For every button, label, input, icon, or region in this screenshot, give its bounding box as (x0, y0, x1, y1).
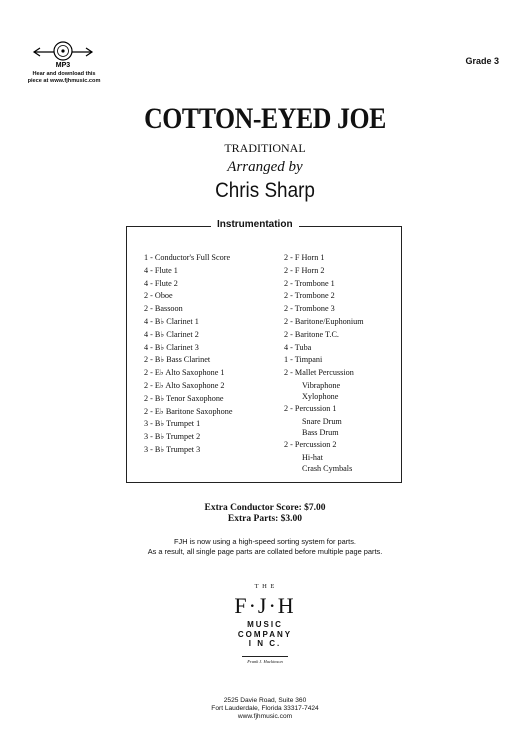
mp3-label: MP3 (55, 62, 71, 68)
logo-company: COMPANY (237, 629, 293, 639)
instrument-item: 1 - Timpani (284, 355, 323, 365)
address-line2: Fort Lauderdale, Florida 33317-7424 (211, 705, 319, 712)
instrument-item: 2 - Baritone T.C. (284, 329, 339, 339)
instrument-item: 2 - F Horn 2 (284, 265, 325, 275)
instrumentation-right-column (284, 252, 364, 475)
instrument-item: 2 - B♭ Bass Clarinet (144, 355, 211, 365)
instrument-item: 2 - Percussion 1 (284, 403, 337, 413)
instrument-item: 4 - Flute 2 (144, 278, 178, 288)
instrument-item: 4 - B♭ Clarinet 2 (144, 329, 199, 339)
instrument-item: 4 - B♭ Clarinet 1 (144, 316, 199, 326)
instrumentation-left-column (144, 252, 232, 457)
arranger-name: Chris Sharp (215, 179, 315, 202)
logo-music: MUSIC (247, 620, 283, 629)
instrument-item: 2 - B♭ Tenor Saxophone (144, 393, 224, 403)
extra-conductor-price: Extra Conductor Score: $7.00 (204, 503, 326, 513)
instrument-item: 2 - F Horn 1 (284, 253, 325, 262)
instrument-item: 2 - Oboe (144, 291, 173, 301)
logo-company-name (228, 620, 302, 649)
publisher-address (0, 697, 530, 721)
instrument-item: 2 - Bassoon (144, 304, 183, 314)
instrument-item: 2 - Trombone 3 (284, 304, 335, 314)
instrument-item: 4 - B♭ Clarinet 3 (144, 342, 199, 352)
instrument-sub-item: Crash Cymbals (302, 464, 353, 474)
grade-label: Grade 3 (465, 56, 499, 66)
instrument-sub-item: Vibraphone (302, 380, 341, 390)
instrument-item: 2 - Trombone 2 (284, 291, 335, 301)
publisher-logo (228, 583, 302, 687)
page-title: COTTON-EYED JOE (144, 102, 386, 135)
instrument-sub-item: Bass Drum (302, 428, 339, 438)
instrument-item: 2 - Trombone 1 (284, 278, 335, 288)
sorting-notice-line1: FJH is now using a high-speed sorting system for parts. (174, 537, 356, 546)
instrument-item: 3 - B♭ Trumpet 1 (144, 419, 201, 429)
sorting-notice (0, 537, 530, 557)
mp3-note-line2: piece at www.fjhmusic.com (27, 78, 101, 84)
instrument-item: 1 - Conductor's Full Score (144, 253, 231, 262)
instrument-item: 2 - E♭ Alto Saxophone 1 (144, 368, 225, 378)
instrument-item: 2 - Mallet Percussion (284, 368, 354, 378)
instrument-item: 2 - E♭ Alto Saxophone 2 (144, 380, 225, 390)
mp3-note (14, 71, 114, 85)
instrument-item: 4 - Tuba (284, 342, 312, 352)
logo-the: T H E (254, 583, 276, 590)
logo-fjh: F·J·H (234, 593, 296, 618)
instrument-item: 2 - Baritone/Euphonium (284, 316, 364, 326)
arranged-by-label: Arranged by (227, 159, 303, 175)
instrument-item: 3 - B♭ Trumpet 2 (144, 432, 201, 442)
logo-signature: Frank J. Hackinson (247, 659, 283, 664)
composer-credit: TRADITIONAL (224, 141, 306, 155)
instrument-item: 2 - E♭ Baritone Saxophone (144, 406, 233, 416)
instrument-item: 4 - Flute 1 (144, 265, 178, 275)
sorting-notice-line2: As a result, all single page parts are collated before multiple page parts. (147, 547, 383, 556)
instrument-sub-item: Xylophone (302, 392, 339, 402)
logo-divider (242, 656, 288, 657)
mp3-disc-icon (32, 38, 94, 68)
address-website: www.fjhmusic.com (237, 713, 293, 720)
instrument-item: 2 - Percussion 2 (284, 439, 337, 449)
instrument-sub-item: Snare Drum (302, 416, 342, 426)
extra-pricing (0, 503, 530, 525)
address-line1: 2525 Davie Road, Suite 360 (223, 697, 307, 704)
instrumentation-heading: Instrumentation (211, 219, 299, 230)
extra-parts-price: Extra Parts: $3.00 (227, 514, 303, 524)
logo-inc: I N C. (248, 639, 282, 648)
instrument-item: 3 - B♭ Trumpet 3 (144, 444, 201, 454)
mp3-note-line1: Hear and download this (32, 71, 96, 77)
instrument-sub-item: Hi-hat (302, 452, 323, 462)
